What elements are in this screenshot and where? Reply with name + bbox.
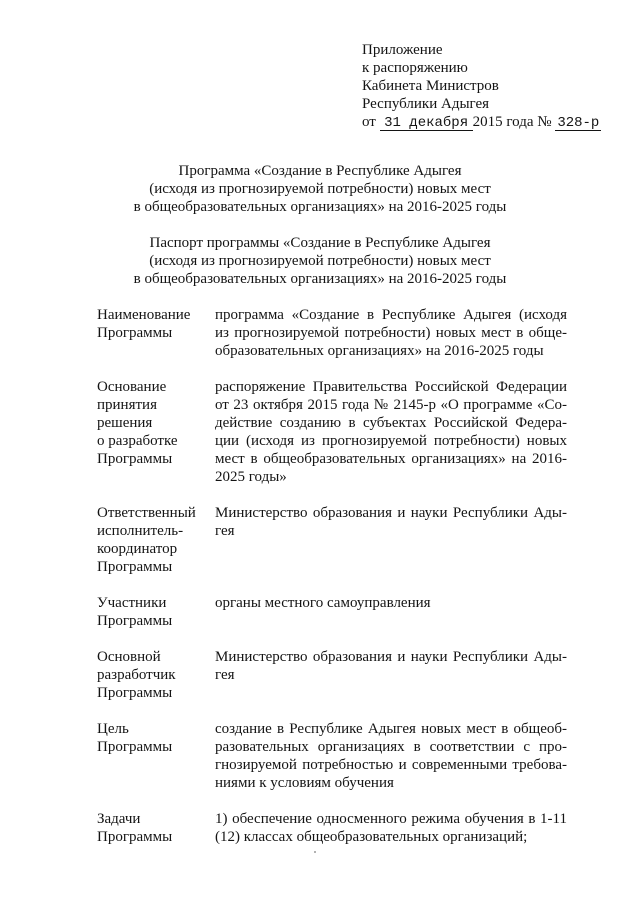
row-value	[215, 648, 567, 702]
passport-row-tasks	[97, 810, 567, 846]
value-line: распоряжение Правительства Российской Федерации	[215, 379, 567, 395]
passport-row-participants	[97, 594, 567, 630]
row-value	[215, 378, 567, 486]
value-line: Министерство образования и науки Республики Ады-	[215, 505, 567, 521]
program-title	[0, 162, 640, 216]
label-line: разработчик	[97, 667, 176, 683]
value-line: создание в Республике Адыгея новых мест в общеоб-	[215, 721, 567, 737]
label-line: координатор	[97, 541, 178, 557]
title-line: Программа «Создание в Республике Адыгея	[178, 163, 462, 179]
appendix-date-line	[362, 113, 601, 131]
value-line: программа «Создание в Республике Адыгея (исходя	[215, 307, 567, 323]
year-text: 2015 года №	[472, 114, 552, 130]
label-line: Основной	[97, 649, 161, 665]
label-line: исполнитель-	[97, 523, 184, 539]
value-line: образовательных организациях» на 2016-2025 годы	[215, 343, 544, 359]
value-line: гея	[215, 523, 235, 539]
label-line: Программы	[97, 739, 173, 755]
row-value	[215, 810, 567, 846]
label-line: Программы	[97, 613, 173, 629]
value-line: ниями к условиям обучения	[215, 775, 394, 791]
row-label	[97, 720, 215, 792]
label-line: Программы	[97, 559, 173, 575]
passport-row-executor	[97, 504, 567, 576]
handwritten-number: 328-р	[557, 115, 600, 131]
row-value	[215, 594, 567, 630]
label-line: Программы	[97, 829, 173, 845]
value-line: 1) обеспечение односменного режима обучения в 1-11	[215, 811, 567, 827]
passport-title	[0, 234, 640, 288]
passport-row-basis	[97, 378, 567, 486]
passport-row-goal	[97, 720, 567, 792]
passport-title-line: (исходя из прогнозируемой потребности) новых мест	[149, 253, 491, 269]
date-prefix: от	[362, 114, 376, 130]
label-line: Основание	[97, 379, 167, 395]
scan-speck	[314, 851, 316, 853]
label-line: о разработке	[97, 433, 178, 449]
label-line: принятия	[97, 397, 157, 413]
value-line: из прогнозируемой потребности) новых мест в обще-	[215, 325, 567, 341]
label-line: Ответственный	[97, 505, 196, 521]
row-label	[97, 306, 215, 360]
row-label	[97, 504, 215, 576]
handwritten-date: 31 декабря	[380, 116, 473, 131]
value-line: (12) классах общеобразовательных организаций;	[215, 829, 528, 845]
appendix-line: Приложение	[362, 42, 443, 58]
label-line: Наименование	[97, 307, 191, 323]
value-line: действие созданию в субъектах Российской Федера-	[215, 415, 567, 431]
appendix-line: Республики Адыгея	[362, 96, 490, 112]
appendix-line: к распоряжению	[362, 60, 468, 76]
title-line: в общеобразовательных организациях» на 2016-2025 годы	[133, 199, 507, 215]
label-line: Участники	[97, 595, 167, 611]
label-line: Программы	[97, 685, 173, 701]
passport-title-line: в общеобразовательных организациях» на 2016-2025 годы	[133, 271, 507, 287]
passport-title-line: Паспорт программы «Создание в Республике Адыгея	[149, 235, 491, 251]
row-label	[97, 810, 215, 846]
value-line: органы местного самоуправления	[215, 595, 431, 611]
value-line: ции (исходя из прогнозируемой потребности) новых	[215, 433, 567, 449]
label-line: Задачи	[97, 811, 141, 827]
value-line: разовательных организациях в соответствии с про-	[215, 739, 567, 755]
label-line: Цель	[97, 721, 129, 737]
value-line: Министерство образования и науки Республики Ады-	[215, 649, 567, 665]
passport-row-developer	[97, 648, 567, 702]
label-line: Программы	[97, 451, 173, 467]
value-line: от 23 октября 2015 года № 2145-р «О программе «Со-	[215, 397, 567, 413]
row-label	[97, 648, 215, 702]
row-value	[215, 306, 567, 360]
value-line: 2025 годы»	[215, 469, 287, 485]
row-value	[215, 504, 567, 576]
value-line: мест в общеобразовательных организациях» на 2016-	[215, 451, 567, 467]
label-line: Программы	[97, 325, 173, 341]
row-value	[215, 720, 567, 792]
passport-row-name	[97, 306, 567, 360]
passport-table	[97, 306, 567, 846]
label-line: решения	[97, 415, 153, 431]
row-label	[97, 594, 215, 630]
appendix-line: Кабинета Министров	[362, 78, 499, 94]
value-line: гнозируемой потребностью и современными требова-	[215, 757, 567, 773]
row-label	[97, 378, 215, 486]
value-line: гея	[215, 667, 235, 683]
title-line: (исходя из прогнозируемой потребности) новых мест	[149, 181, 491, 197]
appendix-block	[362, 41, 601, 131]
